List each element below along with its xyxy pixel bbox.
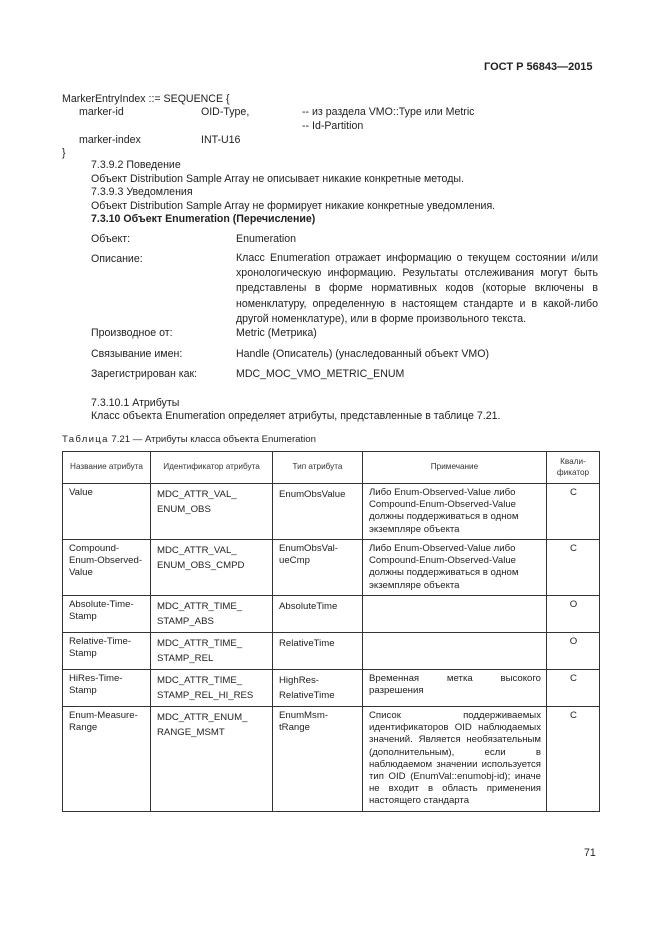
table-row bbox=[63, 670, 600, 707]
attr-id: MDC_ATTR_TIME_ STAMP_REL bbox=[151, 633, 273, 670]
attr-type: EnumObsValue bbox=[273, 484, 363, 540]
description-label: Описание: bbox=[91, 253, 143, 265]
attr-id: MDC_ATTR_VAL_ ENUM_OBS_CMPD bbox=[151, 540, 273, 596]
code-close-brace: } bbox=[62, 147, 66, 159]
attr-name: Absolute-Time-Stamp bbox=[63, 596, 151, 633]
derived-value: Metric (Метрика) bbox=[236, 327, 317, 339]
header-attr-id: Идентификатор атрибута bbox=[151, 452, 273, 484]
description-value: Класс Enumeration отражает информацию о текущем состоянии и/или хронологическую информацию. Результаты отслеживания могут быть представлены в форме нормативных кодов (которые включены в номенклатуру, определенную в настоящем стандарте и в какой-либо другой номенклатуре), или в форме произвольного текста. bbox=[236, 252, 598, 325]
code-line-sequence: MarkerEntryIndex ::= SEQUENCE { bbox=[62, 93, 230, 105]
enum-heading: 7.3.10 Объект Enumeration (Перечисление) bbox=[91, 213, 316, 225]
attributes-heading: 7.3.10.1 Атрибуты bbox=[91, 397, 180, 409]
code-comment: -- Id-Partition bbox=[302, 120, 364, 132]
code-field-type: INT-U16 bbox=[201, 134, 241, 146]
standard-id: ГОСТ Р 56843—2015 bbox=[484, 61, 593, 73]
table-row bbox=[63, 540, 600, 596]
attr-note bbox=[363, 633, 547, 670]
attr-id: MDC_ATTR_TIME_ STAMP_ABS bbox=[151, 596, 273, 633]
behavior-text: Объект Distribution Sample Array не описывает никакие конкретные методы. bbox=[91, 173, 464, 185]
attr-qualifier: O bbox=[547, 596, 600, 633]
notify-text: Объект Distribution Sample Array не формирует никакие конкретные уведомления. bbox=[91, 200, 496, 212]
table-row bbox=[63, 484, 600, 540]
attr-type: EnumMsm- tRange bbox=[273, 707, 363, 812]
header-qualifier: Квали-фикатор bbox=[547, 452, 600, 484]
attributes-text: Класс объекта Enumeration определяет атрибуты, представленные в таблице 7.21. bbox=[91, 410, 501, 422]
attr-id: MDC_ATTR_ENUM_ RANGE_MSMT bbox=[151, 707, 273, 812]
registered-value: MDC_MOC_VMO_METRIC_ENUM bbox=[236, 368, 405, 380]
code-field-name: marker-index bbox=[79, 134, 141, 146]
object-label: Объект: bbox=[91, 233, 131, 245]
attr-id: MDC_ATTR_VAL_ ENUM_OBS bbox=[151, 484, 273, 540]
attr-name: Value bbox=[63, 484, 151, 540]
header-attr-type: Тип атрибута bbox=[273, 452, 363, 484]
code-field-type: OID-Type, bbox=[201, 106, 250, 118]
table-row bbox=[63, 707, 600, 812]
object-value: Enumeration bbox=[236, 233, 297, 245]
table-caption-text: 7.21 — Атрибуты класса объекта Enumeration bbox=[111, 434, 316, 445]
attr-qualifier: C bbox=[547, 707, 600, 812]
attr-note: Список поддерживаемых идентификаторов OID наблюдаемых значений. Является необязательным (дополнительным), если в наблюдаемом значении используется тип OID (EnumVal::enumobj-id); иначе не входит в область применения настоящего стандарта bbox=[363, 707, 547, 812]
header-attr-name: Название атрибута bbox=[63, 452, 151, 484]
notify-heading: 7.3.9.3 Уведомления bbox=[91, 186, 193, 198]
attr-id: MDC_ATTR_TIME_ STAMP_REL_HI_RES bbox=[151, 670, 273, 707]
table-row bbox=[63, 633, 600, 670]
naming-label: Связывание имен: bbox=[91, 348, 183, 360]
attr-note: Временная метка высокого разрешения bbox=[363, 670, 547, 707]
attr-type: HighRes- RelativeTime bbox=[273, 670, 363, 707]
code-comment: -- из раздела VMO::Type или Metric bbox=[302, 106, 475, 118]
attr-name: Enum-Measure-Range bbox=[63, 707, 151, 812]
attributes-table bbox=[62, 451, 600, 812]
page-number: 71 bbox=[584, 847, 596, 859]
attr-qualifier: C bbox=[547, 540, 600, 596]
attr-qualifier: O bbox=[547, 633, 600, 670]
table-row bbox=[63, 596, 600, 633]
naming-value: Handle (Описатель) (унаследованный объект VMO) bbox=[236, 348, 490, 360]
attr-qualifier: C bbox=[547, 484, 600, 540]
attr-type: RelativeTime bbox=[273, 633, 363, 670]
registered-label: Зарегистрирован как: bbox=[91, 368, 198, 380]
attr-type: AbsoluteTime bbox=[273, 596, 363, 633]
derived-label: Производное от: bbox=[91, 327, 173, 339]
attr-type: EnumObsVal- ueCmp bbox=[273, 540, 363, 596]
attr-name: HiRes-Time-Stamp bbox=[63, 670, 151, 707]
table-header-row bbox=[63, 452, 600, 484]
attr-note: Либо Enum-Observed-Value либо Compound-Enum-Observed-Value должны поддерживаться в одном экземпляре объекта bbox=[363, 484, 547, 540]
behavior-heading: 7.3.9.2 Поведение bbox=[91, 159, 181, 171]
table-caption-prefix: Таблица bbox=[62, 434, 109, 445]
attr-note bbox=[363, 596, 547, 633]
attr-name: Relative-Time-Stamp bbox=[63, 633, 151, 670]
attr-name: Compound-Enum-Observed-Value bbox=[63, 540, 151, 596]
code-field-name: marker-id bbox=[79, 106, 124, 118]
table-caption bbox=[62, 434, 316, 446]
attr-qualifier: C bbox=[547, 670, 600, 707]
header-note: Примечание bbox=[363, 452, 547, 484]
attr-note: Либо Enum-Observed-Value либо Compound-Enum-Observed-Value должны поддерживаться в одном экземпляре объекта bbox=[363, 540, 547, 596]
